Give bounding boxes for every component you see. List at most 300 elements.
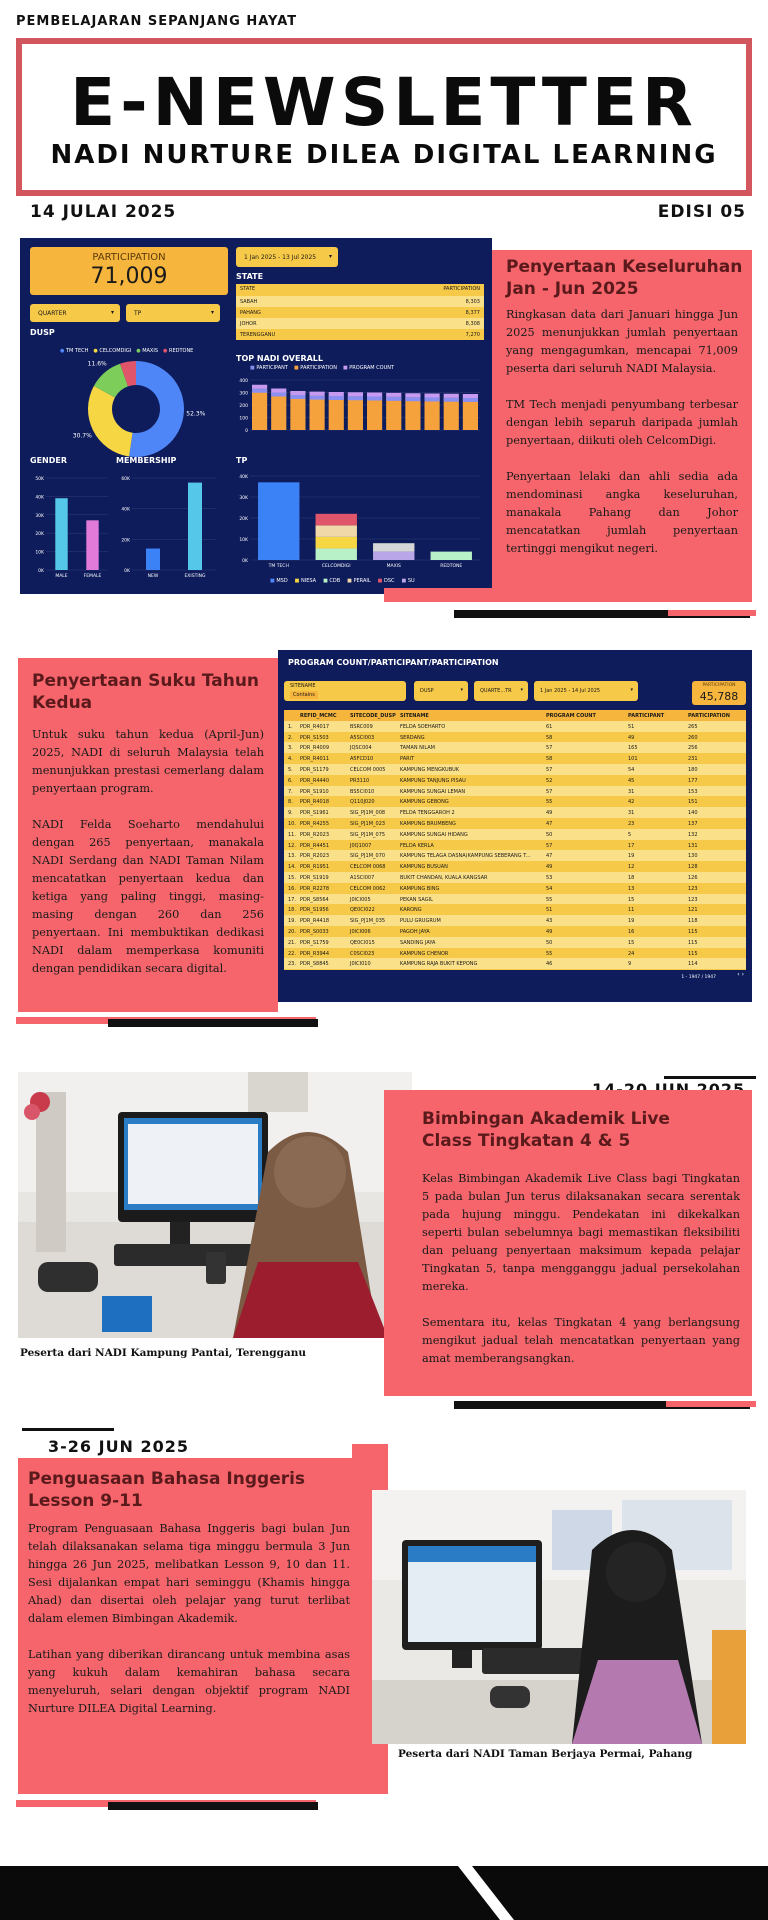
bar-category-label: TM TECH xyxy=(268,564,289,569)
table-cell: KAMPUNG SUNGAI HIDANG xyxy=(400,831,468,838)
table-cell: 165 xyxy=(628,745,638,752)
decor-line xyxy=(664,1076,756,1079)
participant-bar xyxy=(405,397,420,401)
membership-title: MEMBERSHIP xyxy=(116,456,177,465)
table-cell: J0ICI006 xyxy=(350,929,371,935)
table-cell: 115 xyxy=(688,950,698,957)
participant-photo xyxy=(372,1490,746,1744)
table-cell: 3. xyxy=(288,745,293,752)
newsletter-subtitle: NADI NURTURE DILEA DIGITAL LEARNING xyxy=(50,140,718,170)
table-cell: 49 xyxy=(628,734,635,741)
table-cell: PDR_R3944 xyxy=(300,950,330,957)
quarter-filter[interactable] xyxy=(474,681,528,701)
participant-bar xyxy=(425,398,440,402)
table-cell: PDR_S1919 xyxy=(300,875,329,881)
section1-paragraph: Ringkasan data dari Januari hingga Jun 2025 menunjukkan jumlah penyertaan yang mengagumkan, mencapai 71,009 peserta dari seluruh NADI Malaysia. xyxy=(506,308,738,375)
table-cell: 130 xyxy=(688,853,698,860)
date-filter-value: 1 Jan 2025 - 13 Jul 2025 xyxy=(244,254,317,261)
section2-title: Penyertaan Suku Tahun Kedua xyxy=(32,671,260,713)
dashboard-overview xyxy=(20,238,492,594)
table-cell: 61 xyxy=(546,723,553,730)
bar-category-label: EXISTING xyxy=(184,574,206,579)
table-cell: BSRC009 xyxy=(350,723,373,730)
table-cell: BS5CI010 xyxy=(350,788,375,795)
axis-tick-label: 400 xyxy=(239,379,248,384)
program-count-col-header[interactable]: PROGRAM COUNT xyxy=(546,713,596,719)
table-cell: 132 xyxy=(688,831,698,838)
table-cell: 9 xyxy=(628,961,632,968)
table-cell: 15. xyxy=(288,875,296,881)
participant-bar xyxy=(386,397,401,401)
table-cell: SIG_PJ1M_035 xyxy=(350,918,386,925)
section3-paragraph: Sementara itu, kelas Tingkatan 4 yang berlangsung mengikut jadual telah mencatatkan penyertaan yang amat memberangsangkan. xyxy=(422,1316,740,1365)
bar xyxy=(188,483,202,570)
table-cell: KAMPUNG BING xyxy=(400,885,440,892)
axis-tick-label: 40K xyxy=(121,507,130,513)
tp-legend-item: ■ NIESA xyxy=(294,578,317,584)
program-table xyxy=(284,710,746,980)
program-table-title: PROGRAM COUNT/PARTICIPANT/PARTICIPATION xyxy=(288,658,499,667)
sitecode-col-header[interactable]: SITECODE_DUSP xyxy=(350,713,396,719)
section1-paragraph: Penyertaan lelaki dan ahli sedia ada mendominasi angka keseluruhan, manakala Pahang dan Johor mencatatkan jumlah penyertaan tertinggi mengikut negeri. xyxy=(506,470,738,555)
table-row[interactable] xyxy=(284,764,746,775)
table-cell: PDR_R4011 xyxy=(300,756,330,763)
participation-bar xyxy=(252,389,267,430)
table-header-row xyxy=(284,710,746,721)
axis-tick-label: 60K xyxy=(121,477,130,482)
tp-bar-chart xyxy=(234,468,486,576)
table-cell: C0SCI023 xyxy=(350,950,375,957)
bar xyxy=(86,520,98,570)
table-cell: SANDING JAYA xyxy=(400,939,436,946)
tp-legend-item: ■ DSC xyxy=(377,578,395,584)
table-cell: PDR_S1503 xyxy=(300,734,329,741)
program-count-bar xyxy=(290,391,305,395)
table-cell: KAMPUNG SUNGAI LEMAN xyxy=(400,788,466,795)
table-row[interactable] xyxy=(284,753,746,764)
table-row[interactable] xyxy=(284,775,746,786)
table-row[interactable] xyxy=(284,894,746,905)
program-count-bar xyxy=(329,392,344,396)
table-cell: KAMPUNG RAJA BUKIT KEPONG xyxy=(400,961,478,968)
participation-bar xyxy=(405,397,420,430)
participation-bar xyxy=(290,395,305,430)
table-cell: 54 xyxy=(628,767,635,773)
quarter-filter-label: QUARTE...TR xyxy=(480,688,512,694)
table-cell: PARIT xyxy=(400,756,415,763)
table-cell: 43 xyxy=(546,918,553,925)
table-cell: 5 xyxy=(628,831,632,838)
sitename-filter[interactable] xyxy=(284,681,406,701)
participation-bar xyxy=(425,398,440,431)
quarter-filter[interactable] xyxy=(30,304,120,322)
table-cell: PDR_R4418 xyxy=(300,918,330,925)
table-row[interactable] xyxy=(284,937,746,948)
table-cell: 42 xyxy=(628,799,635,806)
dusp-legend-item: ● MAXIS xyxy=(136,348,158,354)
table-row[interactable] xyxy=(284,786,746,797)
section1-box xyxy=(492,250,752,590)
table-cell: 50 xyxy=(546,831,553,838)
table-cell: 12. xyxy=(288,842,296,849)
table-cell: PDR_S8564 xyxy=(300,896,329,903)
table-row[interactable] xyxy=(284,818,746,829)
table-cell: SIG_PJ1M_070 xyxy=(350,853,386,860)
decor-bar xyxy=(108,1019,318,1027)
table-cell: QE0CI015 xyxy=(350,939,375,946)
participant-bar xyxy=(444,398,459,402)
axis-tick-label: 300 xyxy=(239,391,248,397)
table-cell: 23 xyxy=(628,821,635,827)
table-cell: PDR_R4440 xyxy=(300,777,330,784)
title-banner xyxy=(16,38,752,196)
table-pagination: 1 - 1947 / 1947 xyxy=(681,975,716,980)
program-count-bar xyxy=(310,392,325,396)
table-cell: PDR_R1951 xyxy=(300,864,330,871)
table-cell: A5SCI003 xyxy=(350,734,375,741)
table-cell: PDR_S1759 xyxy=(300,939,329,946)
table-cell: 101 xyxy=(628,756,638,763)
table-cell: 140 xyxy=(688,810,698,817)
event-date: 3-26 JUN 2025 xyxy=(48,1437,190,1456)
table-cell: SIG_PJ1M_008 xyxy=(350,810,386,817)
table-cell: A5FCD10 xyxy=(350,756,374,763)
table-cell: PDR_R4009 xyxy=(300,745,330,752)
table-cell: 256 xyxy=(688,745,698,752)
table-row[interactable] xyxy=(284,807,746,818)
table-cell: 58 xyxy=(546,756,553,763)
table-row[interactable] xyxy=(284,883,746,894)
table-cell: KAMPUNG TELAGA DASNA(KAMPUNG SEBERANG T... xyxy=(400,853,531,860)
table-cell: 51 xyxy=(546,907,553,914)
table-cell: 21. xyxy=(288,939,296,946)
table-cell: CELCOM 0068 xyxy=(350,864,386,871)
table-cell: 11. xyxy=(288,831,296,838)
table-row[interactable] xyxy=(284,861,746,872)
table-cell: 177 xyxy=(688,777,698,784)
top-nadi-legend-item: ■ PARTICIPANT xyxy=(250,365,288,371)
table-cell: 115 xyxy=(688,929,698,935)
table-row[interactable] xyxy=(284,850,746,861)
dusp-slice xyxy=(129,361,184,457)
table-cell: 121 xyxy=(688,907,698,914)
axis-tick-label: 40K xyxy=(35,495,44,501)
table-cell: PDR_S1956 xyxy=(300,907,329,914)
table-row[interactable] xyxy=(284,721,746,732)
table-row[interactable] xyxy=(284,829,746,840)
photo-taman-berjaya xyxy=(372,1490,746,1744)
table-cell: 31 xyxy=(628,788,635,795)
tp-legend-item: ■ SU xyxy=(401,578,415,584)
table-cell: PULU GRUGRUM xyxy=(400,918,441,925)
table-cell: 123 xyxy=(688,896,698,903)
table-cell: A1SCI007 xyxy=(350,875,375,881)
axis-tick-label: 30K xyxy=(239,496,248,501)
footer-bar xyxy=(0,1866,768,1920)
table-cell: 23. xyxy=(288,961,296,968)
top-nadi-legend xyxy=(250,365,394,371)
table-row[interactable] xyxy=(284,915,746,926)
date-filter[interactable] xyxy=(236,247,338,267)
table-cell: 11 xyxy=(628,907,635,914)
top-nadi-legend-item: ■ PROGRAM COUNT xyxy=(342,365,395,371)
dusp-slice-label: 30.7% xyxy=(72,432,92,440)
participant-photo xyxy=(18,1072,412,1338)
table-cell: SIG_PJ1M_023 xyxy=(350,821,386,827)
search-input[interactable]: Contains xyxy=(290,691,318,699)
table-cell: FELDA KERLA xyxy=(400,842,434,849)
table-cell: 22. xyxy=(288,950,296,957)
table-row[interactable] xyxy=(284,904,746,915)
table-cell: QE0CI022 xyxy=(350,907,375,914)
table-cell: 6. xyxy=(288,777,293,784)
participation-bar xyxy=(329,396,344,430)
decor-line xyxy=(22,1428,114,1431)
table-cell: 24 xyxy=(628,950,635,957)
table-cell: 18 xyxy=(628,875,635,881)
table-cell: 49 xyxy=(546,864,553,871)
participation-value: 71,009 xyxy=(90,264,168,289)
table-cell: 49 xyxy=(546,929,553,935)
bar-category-label: MAXIS xyxy=(386,564,401,569)
program-count-bar xyxy=(348,392,363,396)
state-row: JOHOR 8,308 xyxy=(236,318,484,329)
tp-bar-segment xyxy=(316,525,357,537)
table-cell: 128 xyxy=(688,864,698,871)
section3-box xyxy=(384,1090,752,1396)
state-row: PAHANG 8,377 xyxy=(240,310,480,316)
table-cell: BUKIT CHANDAN, KUALA KANGSAR xyxy=(400,875,488,881)
dusp-legend-item: ● CELCOMDIGI xyxy=(93,348,132,354)
tp-bar-segment xyxy=(431,552,472,560)
dusp-donut-chart xyxy=(66,354,206,464)
table-cell: 57 xyxy=(546,788,553,795)
tp-bar-segment xyxy=(373,552,414,560)
tp-legend xyxy=(270,578,415,584)
participation-value: 45,788 xyxy=(699,690,739,703)
table-cell: PDR_S0033 xyxy=(300,929,329,935)
table-cell: KARONG xyxy=(400,907,422,914)
table-cell: 51 xyxy=(628,723,635,730)
tp-bar-segment xyxy=(316,548,357,560)
table-cell: 52 xyxy=(546,777,553,784)
table-cell: 4. xyxy=(288,756,293,763)
table-cell: CELCOM 0062 xyxy=(350,885,386,892)
table-cell: 53 xyxy=(546,875,553,881)
axis-tick-label: 200 xyxy=(239,404,248,409)
table-cell: 137 xyxy=(688,821,698,827)
table-row[interactable] xyxy=(284,958,746,969)
refid-col-header[interactable]: REFID_MCMC xyxy=(300,713,337,719)
bar xyxy=(146,549,160,570)
participation-bar xyxy=(310,396,325,430)
axis-tick-label: 0K xyxy=(242,559,248,564)
table-cell: 126 xyxy=(688,875,698,881)
sitename-col-header[interactable]: SITENAME xyxy=(400,713,429,719)
table-cell: 265 xyxy=(688,723,698,730)
edition-number: EDISI 05 xyxy=(657,202,746,222)
table-row[interactable] xyxy=(284,732,746,743)
participant-bar xyxy=(252,389,267,393)
table-cell: 1. xyxy=(288,723,293,730)
photo-caption: Peserta dari NADI Taman Berjaya Permai, Pahang xyxy=(398,1748,693,1760)
participation-bar xyxy=(367,397,382,431)
dusp-slice-label: 11.6% xyxy=(87,360,107,368)
axis-tick-label: 20K xyxy=(121,538,130,544)
table-cell: KAMPUNG GEBONG xyxy=(400,799,449,806)
table-cell: 153 xyxy=(688,788,698,795)
table-cell: 50 xyxy=(546,939,553,946)
table-row[interactable] xyxy=(284,948,746,959)
section4-paragraph: Latihan yang diberikan dirancang untuk membina asas yang kukuh dalam kemahiran bahasa secara menyeluruh, selari dengan objektif program NADI Nurture DILEA Digital Learning. xyxy=(28,1648,350,1715)
photo-caption: Peserta dari NADI Kampung Pantai, Terengganu xyxy=(20,1347,307,1359)
table-row[interactable] xyxy=(284,742,746,753)
section4-title: Penguasaan Bahasa Inggeris Lesson 9-11 xyxy=(28,1469,306,1511)
table-cell: 260 xyxy=(688,734,698,741)
participant-bar xyxy=(348,396,363,400)
table-cell: SIG_PJ1M_075 xyxy=(350,831,386,838)
table-cell: TAMAN NILAM xyxy=(400,745,435,752)
section4-box xyxy=(18,1458,388,1794)
participation-card xyxy=(30,247,228,295)
table-cell: 58 xyxy=(546,734,553,741)
participant-col-header[interactable]: PARTICIPANT xyxy=(628,713,665,719)
table-cell: 18. xyxy=(288,907,296,914)
chevron-down-icon: ▾ xyxy=(630,687,633,693)
axis-tick-label: 0K xyxy=(124,569,130,574)
participation-bar xyxy=(463,398,478,430)
table-cell: 151 xyxy=(688,799,698,806)
tp-bar-segment xyxy=(258,482,299,560)
table-cell: 131 xyxy=(688,842,698,849)
table-row[interactable] xyxy=(284,872,746,883)
table-cell: 12 xyxy=(628,864,635,871)
table-cell: J0ICI010 xyxy=(350,961,371,968)
table-cell: 114 xyxy=(688,961,698,968)
gender-title: GENDER xyxy=(30,456,67,465)
table-cell: 31 xyxy=(628,810,635,817)
table-cell: 54 xyxy=(546,885,553,892)
membership-bar-chart xyxy=(114,468,222,586)
axis-tick-label: 20K xyxy=(35,532,44,538)
table-cell: PDR_R4255 xyxy=(300,821,330,827)
table-cell: PDR_R4451 xyxy=(300,842,330,849)
table-cell: PDR_R2023 xyxy=(300,831,330,838)
participant-bar xyxy=(329,396,344,400)
participation-bar xyxy=(271,393,286,431)
section1-paragraph: TM Tech menjadi penyumbang terbesar dengan lebih separuh daripada jumlah penyertaan, diikuti oleh CelcomDigi. xyxy=(506,398,738,447)
state-title: STATE xyxy=(236,272,264,281)
tp-legend-item: ■ MSD xyxy=(270,578,288,584)
pagination-controls[interactable]: ‹ › xyxy=(737,971,744,978)
table-cell: PDR_S8845 xyxy=(300,961,329,968)
section1-title: Penyertaan Keseluruhan Jan - Jun 2025 xyxy=(506,257,743,299)
chevron-down-icon: ▾ xyxy=(520,687,523,693)
participant-bar xyxy=(367,397,382,401)
table-cell: FELDA TENGGAROH 2 xyxy=(400,810,455,817)
dusp-legend-item: ● REDTONE xyxy=(163,348,194,354)
top-nadi-legend-item: ■ PARTICIPATION xyxy=(293,365,337,371)
table-cell: 10. xyxy=(288,821,296,827)
program-count-bar xyxy=(405,393,420,397)
table-cell: 55 xyxy=(546,950,553,957)
tp-bar-segment xyxy=(316,514,357,526)
dusp-filter[interactable] xyxy=(414,681,468,701)
section3-title: Bimbingan Akademik Live Class Tingkatan 4 & 5 xyxy=(422,1109,670,1151)
bar-category-label: REDTONE xyxy=(440,564,463,569)
table-cell: 7. xyxy=(288,788,293,795)
table-cell: SERDANG xyxy=(400,734,425,741)
table-cell: 19 xyxy=(628,853,635,860)
tp-filter-label: TP xyxy=(134,310,142,317)
participation-bar xyxy=(444,398,459,430)
table-cell: 46 xyxy=(546,961,553,968)
table-cell: 115 xyxy=(688,939,698,946)
table-cell: 231 xyxy=(688,756,698,763)
table-cell: J0ICI005 xyxy=(350,896,371,903)
bar-category-label: CELCOMDIGI xyxy=(321,564,351,569)
participation-card xyxy=(692,681,746,705)
section3-body xyxy=(422,1170,740,1386)
participation-col-header[interactable]: PARTICIPATION xyxy=(688,713,730,719)
decor-strip xyxy=(384,588,752,602)
table-row[interactable] xyxy=(284,840,746,851)
photo-kampung-pantai xyxy=(18,1072,412,1338)
table-cell: J0Q1007 xyxy=(350,842,372,849)
participation-label: PARTICIPATION xyxy=(92,252,166,263)
table-row[interactable] xyxy=(284,796,746,807)
axis-tick-label: 10K xyxy=(239,538,248,543)
table-cell: 17. xyxy=(288,896,296,903)
table-cell: PDR_S1179 xyxy=(300,767,329,773)
program-count-bar xyxy=(367,393,382,397)
date-filter[interactable] xyxy=(534,681,638,701)
table-cell: 20. xyxy=(288,929,296,935)
table-cell: 47 xyxy=(546,853,553,860)
section2-box xyxy=(18,658,278,1012)
axis-tick-label: 30K xyxy=(35,513,44,519)
axis-tick-label: 20K xyxy=(239,517,248,522)
table-cell: 47 xyxy=(546,821,553,827)
table-cell: 19 xyxy=(628,918,635,925)
quarter-filter-label: QUARTER xyxy=(38,310,67,317)
table-cell: PDR_R2023 xyxy=(300,853,330,860)
table-cell: PDR_R2278 xyxy=(300,885,330,892)
table-cell: 118 xyxy=(688,918,698,925)
state-row: SABAH 8,303 xyxy=(236,296,484,307)
table-cell: PEKAN SAGIL xyxy=(400,896,433,903)
participation-bar xyxy=(348,396,363,430)
tp-filter[interactable] xyxy=(126,304,220,322)
chevron-down-icon: ▾ xyxy=(328,253,332,260)
table-cell: KAMPUNG TANJUNG PISAU xyxy=(400,777,466,784)
table-cell: 123 xyxy=(688,885,698,892)
table-cell: 49 xyxy=(546,810,553,817)
table-cell: 13 xyxy=(628,885,635,892)
table-cell: KAMPUNG BUSUAN xyxy=(400,864,448,871)
decor-strip xyxy=(668,610,756,616)
table-cell: PR3110 xyxy=(350,777,370,784)
section2-body xyxy=(32,726,264,996)
table-row[interactable] xyxy=(284,926,746,937)
table-cell: 45 xyxy=(628,777,635,784)
decor-strip xyxy=(666,1401,756,1407)
kicker-text: PEMBELAJARAN SEPANJANG HAYAT xyxy=(16,14,298,29)
table-cell: JQSC004 xyxy=(350,745,372,752)
section1-body xyxy=(506,306,738,576)
dusp-title: DUSP xyxy=(30,328,55,337)
bar-category-label: NEW xyxy=(147,574,159,579)
